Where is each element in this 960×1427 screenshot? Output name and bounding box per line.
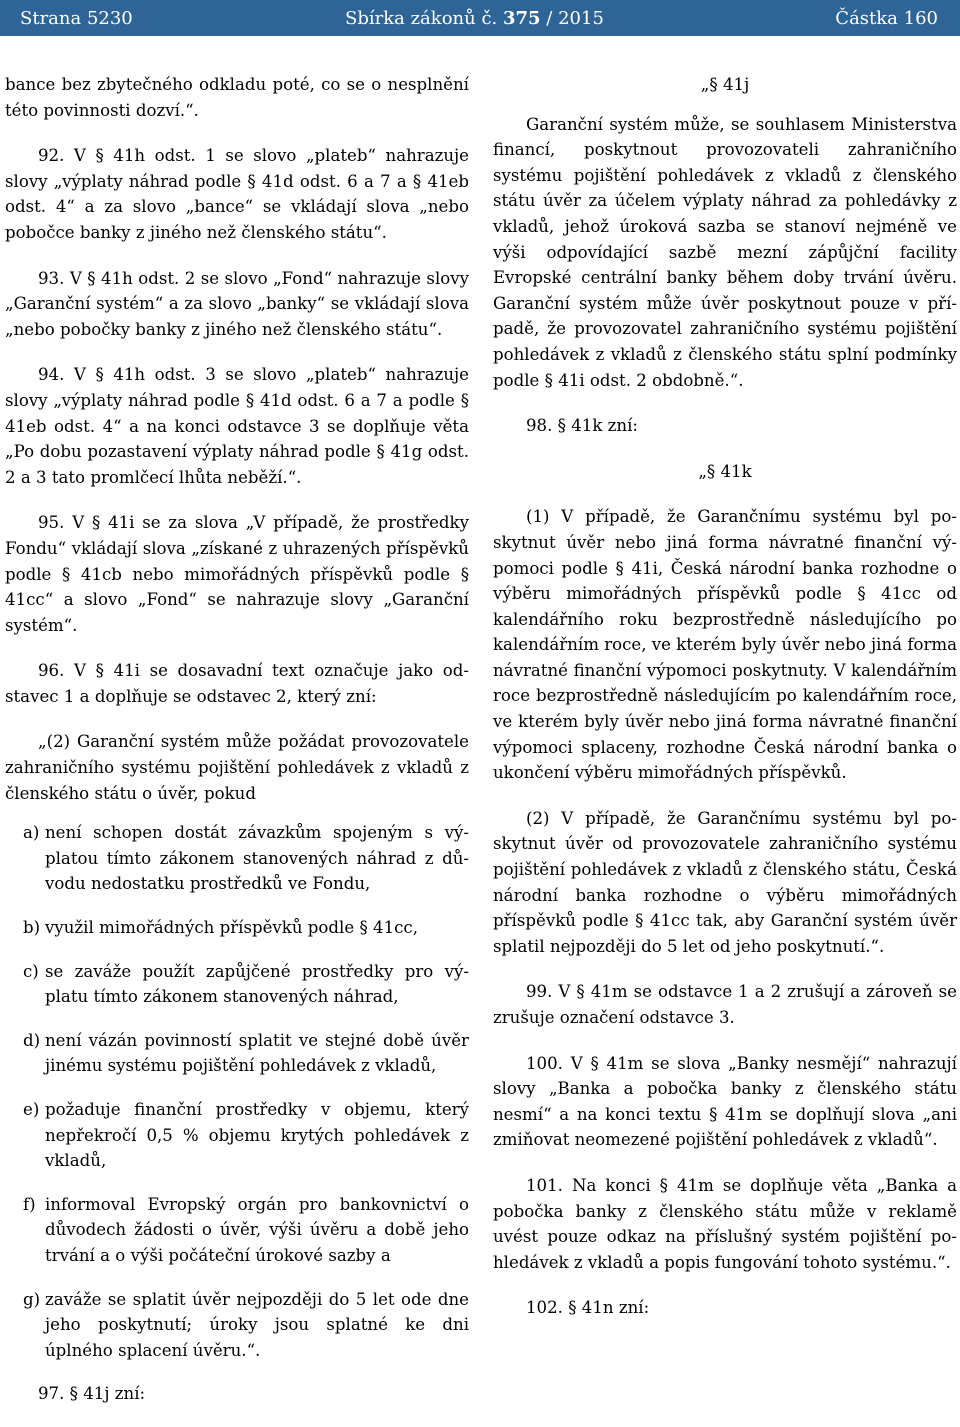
section-heading-41j: „§ 41j <box>700 75 750 94</box>
section-41j-text: Garanční systém může, se souhlasem Ministerstva financí, poskytnout provozovateli zahraničního systému pojištění pohledávek z vkladů z členského státu úvěr za účelem výplaty náhrad za pohledávky z vkladů, jehož úroková sazba se stanoví nejméně ve výši odpovídající sazbě mezní zápůjční facility Evropské centrální banky během doby trvání úvěru. Garanční systém může úvěr poskytnout pouze v případě, že provozovatel zahraničního systému pojištění pohledávek z vkladů z členského státu splní podmínky podle § 41i odst. 2 obdobně.“. <box>493 114 957 390</box>
part-number: Částka 160 <box>835 8 938 29</box>
list-item <box>5 1097 469 1174</box>
amendment-100: 100. V § 41m se slova „Banky nesmějí“ nahrazují slovy „Banka a pobočka banky z členského státu nesmí“ a na konci textu § 41m se doplňují slova „ani zmiňovat neomezené pojištění pohledávek z vkladů“. <box>493 1053 957 1150</box>
item-text: zaváže se splatit úvěr nejpozději do 5 let ode dne jeho poskytnutí; úroky jsou splatné ke dni úplného splacení úvěru.“. <box>45 1289 469 1360</box>
section-heading-41k: „§ 41k <box>698 461 752 481</box>
amendment-98: 98. § 41k zní: <box>526 416 639 436</box>
item-label: d) <box>23 1030 41 1050</box>
item-label: b) <box>23 918 41 938</box>
item-label: a) <box>23 823 40 843</box>
item-label: c) <box>23 961 39 981</box>
amendment-102: 102. § 41n zní: <box>526 1298 650 1318</box>
collection-prefix: Sbírka zákonů č. <box>345 8 498 29</box>
right-column <box>493 72 957 1341</box>
amendment-97: 97. § 41j zní: <box>38 1384 146 1404</box>
law-number: 375 <box>502 8 541 29</box>
paragraph: bance bez zbytečného odkladu poté, co se o nesplnění této povinnosti dozví.“. <box>5 75 469 120</box>
page-header <box>0 0 960 36</box>
left-column <box>5 72 469 1427</box>
quoted-paragraph: „(2) Garanční systém může požádat provozovatele zahraničního systému pojištění pohledávek z vkladů z členského státu o úvěr, pokud <box>5 732 469 803</box>
list-item <box>5 1028 469 1079</box>
list-item <box>5 1287 469 1364</box>
item-text: informoval Evropský orgán pro bankovnictví o důvodech žádosti o úvěr, výši úvěru a době jeho trvání a o výši počáteční úrokové sazby a <box>45 1194 469 1265</box>
item-text: se zaváže použít zapůjčené prostředky pro výplatu tímto zákonem stanovených náhrad, <box>45 961 469 1007</box>
section-41k-par-1: (1) V případě, že Garančnímu systému byl poskytnut úvěr nebo jiná forma návratné finanční výpomoci podle § 41i, Česká národní banka rozhodne o výběru mimořádných příspěvků podle § 41cc od kalendářního roku bezprostředně následujícího po kalendářním roce, ve kterém byly úvěr nebo jiná forma návratné finanční výpomoci poskytnuty. V kalendářním roce bezprostředně následujícím po kalendářním roce, ve kterém byly úvěr nebo jiná forma návratné finanční výpomoci splaceny, rozhodne Česká národní banka o ukončení výběru mimořádných příspěvků. <box>493 507 958 783</box>
list-item <box>5 1192 469 1269</box>
amendment-96: 96. V § 41i se dosavadní text označuje jako odstavec 1 a doplňuje se odstavec 2, který zní: <box>5 661 469 706</box>
item-label: f) <box>23 1194 36 1214</box>
item-label: g) <box>23 1289 41 1309</box>
item-text: požaduje finanční prostředky v objemu, který nepřekročí 0,5 % objemu krytých pohledávek z vkladů, <box>45 1100 469 1171</box>
amendment-93: 93. V § 41h odst. 2 se slovo „Fond“ nahrazuje slovy „Garanční systém“ a za slovo „banky“ se vkládají slova „nebo pobočky banky z jiného než členského státu“. <box>5 268 469 339</box>
amendment-99: 99. V § 41m se odstavce 1 a 2 zrušují a zároveň se zrušuje označení odstavce 3. <box>493 982 957 1027</box>
amendment-92: 92. V § 41h odst. 1 se slovo „plateb“ nahrazuje slovy „výplaty náhrad podle § 41d odst. 6 a 7 a § 41eb odst. 4“ a za slovo „bance“ se vkládají slova „nebo pobočce banky z jiného než členského státu“. <box>5 146 469 242</box>
section-41k-par-2: (2) V případě, že Garančnímu systému byl poskytnut úvěr od provozovatele zahraničního systému pojištění pohledávek z vkladů z členského státu, Česká národní banka rozhodne o výběru mimořádných příspěvků podle § 41cc tak, aby Garanční systém úvěr splatil nejpozději do 5 let od jeho poskytnutí.“. <box>493 808 957 956</box>
item-text: není vázán povinností splatit ve stejné době úvěr jinému systému pojištění pohledávek z vkladů, <box>45 1030 469 1076</box>
collection-reference <box>345 6 604 32</box>
amendment-101: 101. Na konci § 41m se doplňuje věta „Banka a pobočka banky z členského státu může v reklamě uvést pouze odkaz na příslušný systém pojištění pohledávek z vkladů a popis fungování tohoto systému.“. <box>493 1175 957 1272</box>
page-number: Strana 5230 <box>20 8 133 29</box>
item-text: není schopen dostát závazkům spojeným s výplatou tímto zákonem stanovených náhrad z důvodu nedostatku prostředků ve Fondu, <box>45 823 469 894</box>
item-label: e) <box>23 1100 40 1119</box>
amendment-94: 94. V § 41h odst. 3 se slovo „plateb“ nahrazuje slovy „výplaty náhrad podle § 41d odst. 6 a 7 a podle § 41eb odst. 4“ a na konci odstavce 3 se doplňuje věta „Po dobu pozastavení výplaty náhrad podle § 41g odst. 2 a 3 tato promlčecí lhůta neběží.“. <box>5 365 469 487</box>
law-year: / 2015 <box>546 8 604 29</box>
list-item <box>5 915 469 941</box>
item-text: využil mimořádných příspěvků podle § 41cc, <box>45 918 418 938</box>
list-item <box>5 820 469 897</box>
list-item <box>5 959 469 1010</box>
amendment-95: 95. V § 41i se za slova „V případě, že prostředky Fondu“ vkládají slova „získané z uhrazených příspěvků podle § 41cb nebo mimořádných příspěvků podle § 41cc“ a slovo „Fond“ se nahrazuje slovy „Garanční systém“. <box>5 513 469 635</box>
condition-list <box>5 820 469 1363</box>
